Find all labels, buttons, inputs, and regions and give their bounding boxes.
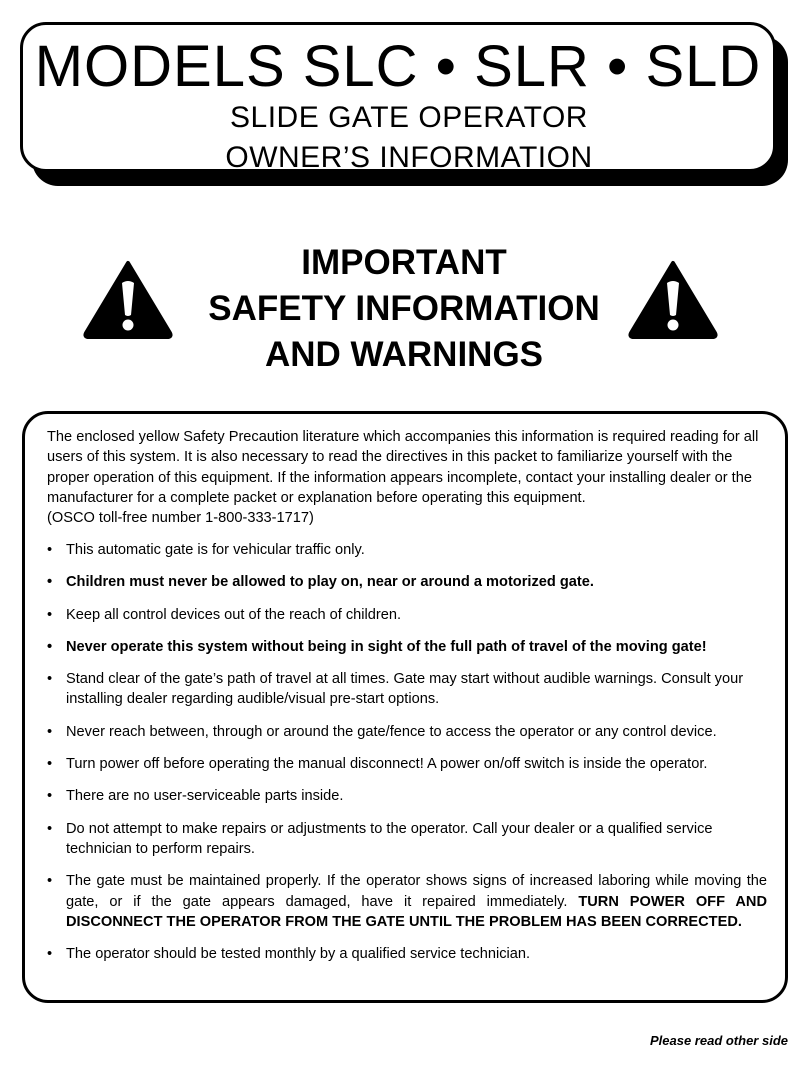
list-item [47,871,767,932]
intro-phone: (OSCO toll-free number 1-800-333-1717) [47,510,314,527]
product-subtitle: SLIDE GATE OPERATOR [230,101,588,134]
list-item-text: The gate must be maintained properly. If the operator shows signs of increased laboring while moving the gate, or if the gate appears damaged, have it repaired immediately. [66,873,767,910]
list-item: • Stand clear of the gate’s path of travel at all times. Gate may start without audible warnings. Consult your installing dealer regarding audible/visual pre-start options. [47,669,767,710]
list-item: • There are no user-serviceable parts inside. [47,786,767,806]
list-item-caps-warning: TURN POWER OFF AND DISCONNECT THE OPERATOR FROM THE GATE UNTIL THE PROBLEM HAS BEEN CORRECTED. [66,893,767,930]
list-item: • Never operate this system without being in sight of the full path of travel of the moving gate! [47,637,767,657]
safety-heading [150,240,658,378]
list-item: • This automatic gate is for vehicular traffic only. [47,540,767,560]
list-item: • Do not attempt to make repairs or adjustments to the operator. Call your dealer or a qualified service technician to perform repairs. [47,819,767,860]
models-title: MODELS SLC • SLR • SLD [34,34,762,99]
document-subtitle: OWNER’S INFORMATION [225,141,593,174]
heading-line-2: SAFETY INFORMATION [208,289,600,328]
list-item: • Keep all control devices out of the reach of children. [47,605,767,625]
footer-note: Please read other side [649,1033,788,1048]
list-item: • The operator should be tested monthly by a qualified service technician. [47,944,767,964]
header-box [20,22,776,172]
list-item: • Children must never be allowed to play on, near or around a motorized gate. [47,572,767,592]
intro-paragraph [47,427,767,528]
safety-bullet-list [47,540,767,976]
list-item: • Turn power off before operating the manual disconnect! A power on/off switch is inside the operator. [47,754,767,774]
heading-line-3: AND WARNINGS [264,335,544,374]
intro-text: The enclosed yellow Safety Precaution literature which accompanies this information is required reading for all users of this system. It is also necessary to read the directives in this packet to familiarize yourself with the proper operation of this equipment. If the information appears incomplete, contact your installing dealer or the manufacturer for a complete packet or explanation before operating this equipment. [47,429,759,506]
heading-line-1: IMPORTANT [301,243,507,282]
list-item: • Never reach between, through or around the gate/fence to access the operator or any control device. [47,722,767,742]
